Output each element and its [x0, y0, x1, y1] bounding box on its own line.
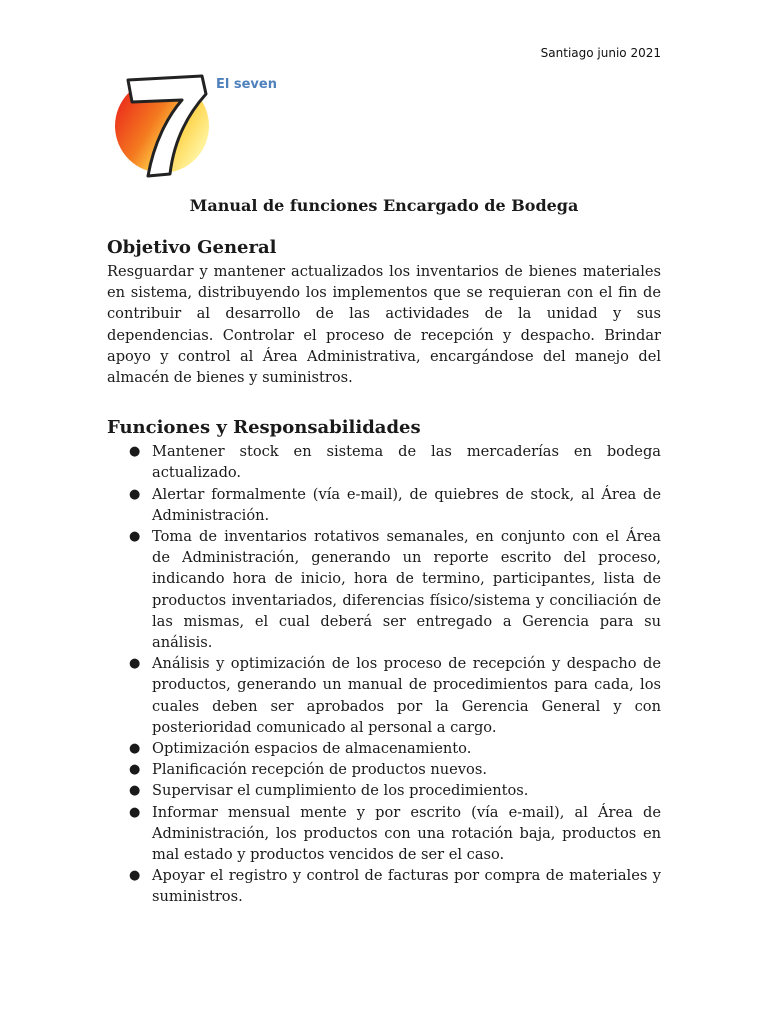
bullet-icon: ●	[129, 804, 141, 820]
objective-paragraph: Resguardar y mantener actualizados los inventarios de bienes materiales en sistema, distribuyendo los implementos que se requieran con el fin de contribuir al desarrollo de las actividades de la unidad y sus dependencias. Controlar el proceso de recepción y despacho. Brindar apoyo y control al Área Administrativa, encargándose del manejo del almacén de bienes y suministros.	[107, 263, 661, 387]
list-item	[107, 441, 661, 483]
list-item	[107, 526, 661, 653]
list-item	[107, 738, 661, 759]
bullet-icon: ●	[129, 486, 141, 502]
list-item-text: Informar mensual mente y por escrito (vía e-mail), al Área de Administración, los productos con una rotación baja, productos en mal estado y productos vencidos de ser el caso.	[152, 803, 661, 864]
list-item-text: Optimización espacios de almacenamiento.	[152, 740, 472, 758]
list-item-text: Toma de inventarios rotativos semanales, en conjunto con el Área de Administración, generando un reporte escrito del proceso, indicando hora de inicio, hora de termino, participantes, lista de productos inventariados, diferencias físico/sistema y conciliación de las mismas, el cual deberá ser entregado a Gerencia para su análisis.	[152, 528, 661, 652]
bullet-icon: ●	[129, 762, 141, 778]
document-body	[107, 235, 661, 908]
list-item	[107, 759, 661, 780]
bullet-icon: ●	[129, 656, 141, 672]
section-spacer	[107, 388, 661, 415]
brand-name: El seven	[216, 77, 277, 92]
bullet-icon: ●	[129, 783, 141, 799]
objective-heading: Objetivo General	[107, 237, 277, 258]
list-item-text: Planificación recepción de productos nuevos.	[152, 761, 487, 779]
list-item	[107, 802, 661, 866]
list-item-text: Alertar formalmente (vía e-mail), de quiebres de stock, al Área de Administración.	[152, 485, 661, 524]
document-title: Manual de funciones Encargado de Bodega	[189, 196, 579, 215]
bullet-icon: ●	[129, 868, 141, 884]
list-item	[107, 484, 661, 526]
functions-heading: Funciones y Responsabilidades	[107, 417, 421, 439]
bullet-icon: ●	[129, 444, 141, 460]
bullet-icon: ●	[129, 529, 141, 545]
list-item	[107, 780, 661, 801]
functions-list	[107, 441, 661, 907]
document-date: Santiago junio 2021	[540, 46, 661, 60]
list-item	[107, 865, 661, 907]
list-item-text: Mantener stock en sistema de las mercaderías en bodega actualizado.	[152, 443, 661, 482]
list-item-text: Análisis y optimización de los proceso de recepción y despacho de productos, generando un manual de procedimientos para cada, los cuales deben ser aprobados por la Gerencia General y con posterioridad comunicado al personal a cargo.	[152, 655, 661, 736]
list-item-text: Supervisar el cumplimiento de los procedimientos.	[152, 782, 529, 800]
list-item-text: Apoyar el registro y control de facturas por compra de materiales y suministros.	[152, 867, 661, 906]
seven-logo	[110, 70, 220, 180]
bullet-icon: ●	[129, 741, 141, 757]
list-item	[107, 653, 661, 738]
